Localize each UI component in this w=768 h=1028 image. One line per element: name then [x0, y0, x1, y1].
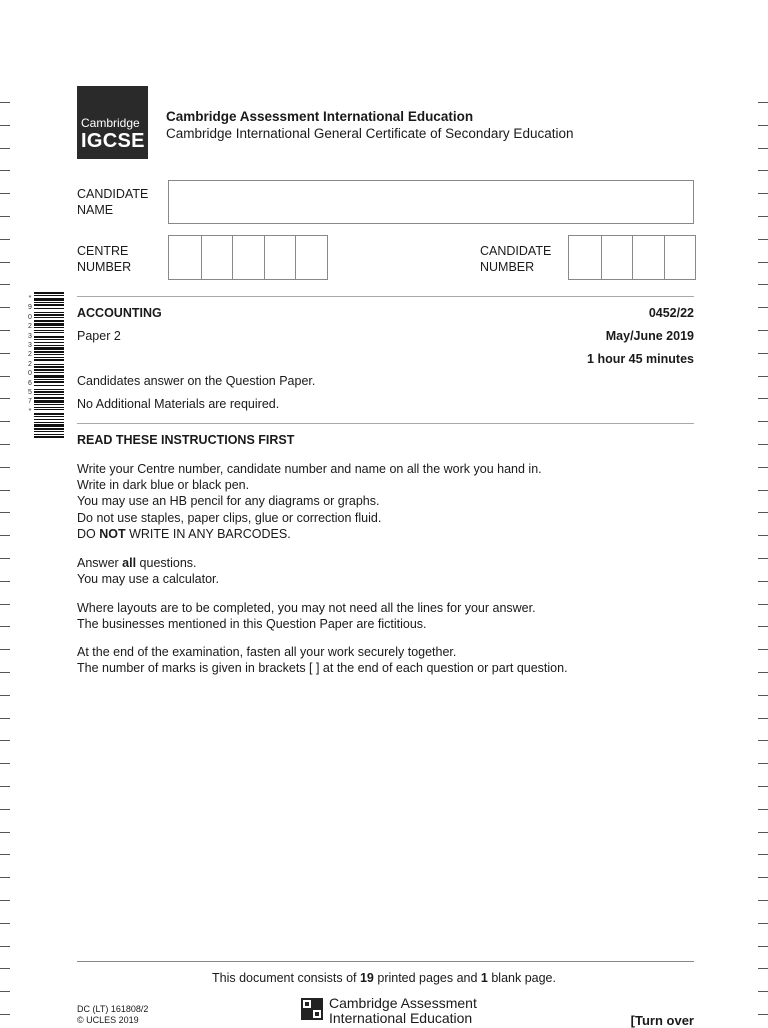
margin-tick	[758, 125, 768, 126]
margin-tick	[0, 535, 10, 536]
margin-tick	[758, 581, 768, 582]
copyright: © UCLES 2019	[77, 1015, 139, 1025]
barcode-bar	[34, 400, 64, 403]
margin-tick	[0, 786, 10, 787]
instruction-line: At the end of the examination, fasten all your work securely together.	[77, 645, 457, 659]
page-count-note	[0, 971, 768, 985]
margin-tick	[0, 740, 10, 741]
logo-line2: IGCSE	[81, 130, 145, 152]
logo-line1: Cambridge	[81, 116, 140, 130]
barcode-bar	[34, 314, 64, 316]
crest-icon	[300, 997, 324, 1021]
pages-suffix: blank page.	[487, 971, 556, 985]
answer-note: Candidates answer on the Question Paper.	[77, 374, 316, 388]
barcode-bar	[34, 372, 64, 373]
barcode-bar	[34, 302, 64, 303]
margin-tick	[758, 512, 768, 513]
margin-tick	[0, 421, 10, 422]
barcode-bar	[34, 323, 64, 326]
centre-number-label-line1: CENTRE	[77, 244, 129, 258]
centre-number-cell[interactable]	[201, 236, 233, 279]
barcode-bar	[34, 347, 64, 350]
margin-tick	[0, 512, 10, 513]
margin-tick	[0, 353, 10, 354]
barcode	[34, 292, 64, 438]
barcode-bar	[34, 295, 64, 296]
instruction-line: The number of marks is given in brackets [ ] at the end of each question or part question.	[77, 661, 568, 676]
barcode-bar	[34, 332, 64, 333]
margin-tick	[758, 786, 768, 787]
barcode-bar	[34, 342, 64, 343]
margin-tick	[0, 672, 10, 673]
margin-tick	[758, 877, 768, 878]
margin-tick	[758, 740, 768, 741]
barcode-bar	[34, 292, 64, 294]
margin-tick	[758, 1014, 768, 1015]
margin-tick	[0, 968, 10, 969]
barcode-bar	[34, 419, 64, 420]
right-margin-ticks	[758, 0, 768, 1024]
centre-number-cell[interactable]	[169, 236, 201, 279]
margin-tick	[0, 923, 10, 924]
answer-bold: all	[122, 556, 137, 570]
barcode-bar	[34, 330, 64, 331]
instruction-line-barcodes	[77, 526, 542, 542]
margin-tick	[758, 923, 768, 924]
instruction-line: Write your Centre number, candidate number and name on all the work you hand in.	[77, 462, 542, 476]
barcode-bar	[34, 351, 64, 353]
barcode-bar	[34, 379, 64, 380]
cambridge-igcse-logo	[77, 86, 148, 159]
barcode-digit: 2	[28, 360, 32, 368]
barcode-bar	[34, 413, 64, 415]
margin-tick	[0, 284, 10, 285]
barcode-digit: 0	[28, 313, 32, 321]
margin-tick	[758, 558, 768, 559]
centre-number-label	[77, 243, 131, 275]
margin-tick	[0, 170, 10, 171]
barcode-digit: 6	[28, 379, 32, 387]
barcode-digit: 2	[28, 351, 32, 359]
barcode-bar	[34, 397, 64, 399]
margin-tick	[758, 421, 768, 422]
centre-number-cell[interactable]	[232, 236, 264, 279]
do-not-prefix: DO	[77, 526, 100, 541]
qualification-title: Cambridge International General Certificate of Secondary Education	[166, 126, 574, 141]
barcode-bar	[34, 320, 64, 322]
barcode-digits	[26, 294, 34, 416]
margin-tick	[758, 649, 768, 650]
margin-tick	[758, 239, 768, 240]
barcode-bar	[34, 436, 64, 438]
barcode-bar	[34, 409, 64, 410]
barcode-bar	[34, 345, 64, 346]
barcode-bar	[34, 354, 64, 355]
barcode-bar	[34, 357, 64, 358]
margin-tick	[758, 170, 768, 171]
margin-tick	[0, 900, 10, 901]
margin-tick	[758, 695, 768, 696]
instruction-line: Where layouts are to be completed, you may not need all the lines for your answer.	[77, 601, 536, 615]
margin-tick	[0, 193, 10, 194]
barcode-bar	[34, 336, 64, 338]
candidate-name-label-line1: CANDIDATE	[77, 187, 149, 201]
margin-tick	[0, 398, 10, 399]
margin-tick	[0, 649, 10, 650]
margin-tick	[0, 330, 10, 331]
margin-tick	[0, 991, 10, 992]
instructions-heading: READ THESE INSTRUCTIONS FIRST	[77, 433, 295, 447]
candidate-number-label-line2: NUMBER	[480, 260, 535, 274]
margin-tick	[758, 307, 768, 308]
instruction-line: You may use an HB pencil for any diagrams or graphs.	[77, 494, 380, 509]
margin-tick	[758, 216, 768, 217]
barcode-bar	[34, 389, 64, 390]
divider-top	[77, 296, 694, 297]
org-title: Cambridge Assessment International Education	[166, 109, 474, 124]
margin-tick	[0, 262, 10, 263]
instruction-line: Do not use staples, paper clips, glue or correction fluid.	[77, 510, 382, 525]
barcode-bar	[34, 366, 64, 368]
turn-over-label: [Turn over	[630, 1013, 694, 1028]
answer-suffix: questions.	[136, 556, 197, 570]
do-not-suffix: WRITE IN ANY BARCODES.	[125, 526, 291, 541]
margin-tick	[758, 376, 768, 377]
margin-tick	[758, 490, 768, 491]
margin-tick	[0, 239, 10, 240]
paper-code: 0452/22	[648, 306, 694, 320]
pages-mid: printed pages and	[373, 971, 481, 985]
margin-tick	[758, 467, 768, 468]
pages-blank: 1	[480, 971, 488, 985]
footer-logo-line2: International Education	[329, 1010, 473, 1026]
barcode-bar	[34, 369, 64, 371]
barcode-bar	[34, 385, 64, 386]
pages-printed: 19	[359, 971, 374, 985]
instruction-line: The businesses mentioned in this Question Paper are fictitious.	[77, 617, 427, 632]
barcode-bar	[34, 428, 64, 430]
margin-tick	[0, 558, 10, 559]
barcode-digit: *	[28, 295, 32, 302]
centre-number-field[interactable]	[168, 235, 328, 280]
do-not-bold: NOT	[99, 526, 126, 541]
candidate-name-label	[77, 186, 148, 218]
candidate-number-cell[interactable]	[632, 236, 664, 279]
margin-tick	[758, 968, 768, 969]
barcode-bar	[34, 422, 64, 423]
margin-tick	[758, 353, 768, 354]
centre-number-label-line2: NUMBER	[77, 260, 132, 274]
candidate-number-cell[interactable]	[601, 236, 633, 279]
candidate-number-cell[interactable]	[664, 236, 696, 279]
margin-tick	[0, 216, 10, 217]
barcode-bar	[34, 434, 64, 435]
barcode-bar	[34, 394, 64, 395]
margin-tick	[758, 102, 768, 103]
margin-tick	[758, 535, 768, 536]
barcode-digit: *	[28, 407, 32, 415]
margin-tick	[0, 946, 10, 947]
barcode-bar	[34, 327, 64, 328]
margin-tick	[0, 490, 10, 491]
instruction-line-answer	[77, 555, 219, 571]
margin-tick	[758, 991, 768, 992]
divider-footer	[77, 961, 694, 962]
subject-title: ACCOUNTING	[77, 306, 162, 320]
barcode-bar	[34, 308, 64, 309]
margin-tick	[758, 398, 768, 399]
margin-tick	[758, 832, 768, 833]
candidate-number-cell[interactable]	[569, 236, 601, 279]
margin-tick	[758, 718, 768, 719]
barcode-bar	[34, 298, 64, 301]
cambridge-assessment-footer-logo	[300, 996, 477, 1026]
barcode-bar	[34, 317, 64, 318]
barcode-digit: 5	[28, 389, 32, 397]
margin-tick	[0, 444, 10, 445]
margin-tick	[0, 467, 10, 468]
margin-tick	[758, 444, 768, 445]
margin-tick	[0, 718, 10, 719]
margin-tick	[758, 854, 768, 855]
margin-tick	[0, 307, 10, 308]
barcode-digit: 0	[28, 370, 32, 378]
barcode-bar	[34, 416, 64, 417]
margin-tick	[0, 581, 10, 582]
margin-tick	[758, 262, 768, 263]
margin-tick	[0, 832, 10, 833]
barcode-digit: 9	[28, 304, 32, 312]
barcode-bar	[34, 391, 64, 393]
barcode-bar	[34, 312, 64, 313]
candidate-name-field[interactable]	[168, 180, 694, 224]
margin-tick	[758, 626, 768, 627]
footer-logo-line1: Cambridge Assessment	[329, 995, 477, 1011]
margin-tick	[758, 809, 768, 810]
barcode-bar	[34, 381, 64, 383]
left-margin-ticks	[0, 0, 10, 1024]
margin-tick	[0, 854, 10, 855]
instruction-line: Write in dark blue or black pen.	[77, 478, 250, 493]
candidate-name-label-line2: NAME	[77, 203, 114, 217]
barcode-digit: 3	[28, 342, 32, 350]
answer-prefix: Answer	[77, 556, 123, 570]
margin-tick	[0, 604, 10, 605]
margin-tick	[758, 193, 768, 194]
barcode-bar	[34, 339, 64, 340]
margin-tick	[0, 1014, 10, 1015]
instructions-group-4	[77, 644, 568, 676]
margin-tick	[758, 284, 768, 285]
margin-tick	[758, 672, 768, 673]
margin-tick	[758, 946, 768, 947]
paper-number: Paper 2	[77, 329, 121, 343]
barcode-digit: 3	[28, 332, 32, 340]
margin-tick	[0, 763, 10, 764]
barcode-bar	[34, 304, 64, 306]
candidate-number-field[interactable]	[568, 235, 696, 280]
margin-tick	[0, 125, 10, 126]
instructions-group-3	[77, 600, 536, 632]
exam-duration: 1 hour 45 minutes	[587, 352, 694, 366]
barcode-bar	[34, 431, 64, 432]
barcode-bar	[34, 407, 64, 408]
document-code: DC (LT) 161808/2	[77, 1004, 149, 1014]
divider-middle	[77, 423, 694, 424]
margin-tick	[0, 148, 10, 149]
candidate-number-label	[480, 243, 551, 275]
barcode-digit: 7	[28, 398, 32, 406]
margin-tick	[758, 330, 768, 331]
margin-tick	[758, 604, 768, 605]
margin-tick	[0, 809, 10, 810]
barcode-bar	[34, 424, 64, 427]
barcode-bar	[34, 364, 64, 365]
candidate-number-label-line1: CANDIDATE	[480, 244, 552, 258]
materials-note: No Additional Materials are required.	[77, 397, 280, 411]
margin-tick	[758, 763, 768, 764]
pages-prefix: This document consists of	[212, 971, 360, 985]
barcode-bar	[34, 359, 64, 361]
margin-tick	[0, 376, 10, 377]
centre-number-cell[interactable]	[295, 236, 327, 279]
margin-tick	[758, 148, 768, 149]
instruction-line: You may use a calculator.	[77, 572, 219, 587]
barcode-bar	[34, 404, 64, 405]
margin-tick	[0, 102, 10, 103]
instructions-group-2	[77, 555, 219, 587]
barcode-bar	[34, 375, 64, 378]
margin-tick	[0, 877, 10, 878]
margin-tick	[758, 900, 768, 901]
exam-session: May/June 2019	[605, 329, 694, 343]
margin-tick	[0, 695, 10, 696]
centre-number-cell[interactable]	[264, 236, 296, 279]
barcode-digit: 2	[28, 323, 32, 331]
margin-tick	[0, 626, 10, 627]
instructions-group-1	[77, 461, 542, 542]
